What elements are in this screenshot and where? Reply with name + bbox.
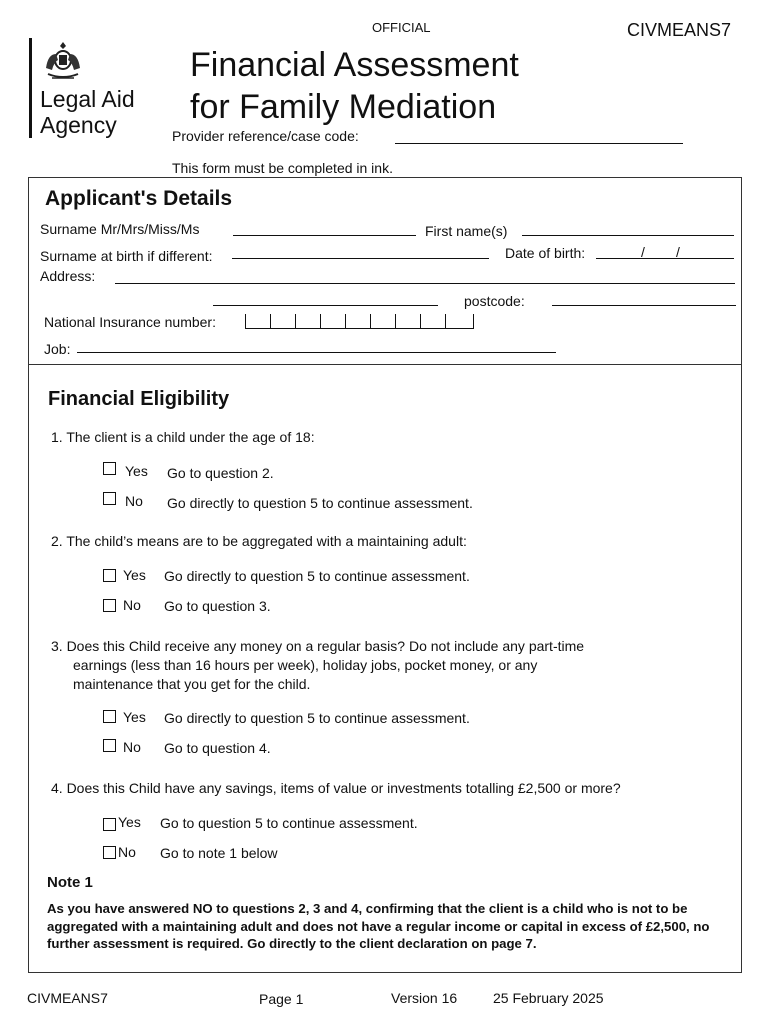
q4-no-instruction: Go to note 1 below [160,845,278,861]
q4-yes-instruction: Go to question 5 to continue assessment. [160,815,418,831]
q4-yes-label: Yes [118,814,141,830]
question-1: 1. The client is a child under the age of 18: [51,429,315,445]
question-2: 2. The child’s means are to be aggregated with a maintaining adult: [51,533,467,549]
first-name-field[interactable] [522,235,734,236]
q4-yes-checkbox[interactable] [103,818,116,831]
address-field-line-1[interactable] [115,283,735,284]
q4-no-label: No [118,844,136,860]
dob-field[interactable] [596,258,734,259]
ni-cell[interactable] [296,314,321,328]
q2-yes-checkbox[interactable] [103,569,116,582]
job-label: Job: [44,341,71,357]
footer-date: 25 February 2025 [493,990,604,1006]
q1-yes-checkbox[interactable] [103,462,116,475]
first-name-label: First name(s) [425,223,508,239]
q3-no-instruction: Go to question 4. [164,740,271,756]
ni-cell[interactable] [396,314,421,328]
note-body: As you have answered NO to questions 2, 3 and 4, confirming that the client is a child who is not to be aggregated with a maintaining adult and does not have a regular income or capital in excess of £2,500, no further assessment is required. Go directly to the client declaration on page 7. [47,901,710,951]
royal-crest-icon [40,38,86,82]
postcode-field[interactable] [552,305,736,306]
title-line-1: Financial Assessment [190,46,519,84]
ni-number-field[interactable] [245,314,474,329]
q2-yes-label: Yes [123,567,146,583]
classification-label: OFFICIAL [372,20,431,35]
q1-yes-instruction: Go to question 2. [167,465,274,481]
provider-ref-field[interactable] [395,143,683,144]
dob-separator-2: / [676,244,680,260]
question-3-line-3: maintenance that you get for the child. [73,676,311,692]
form-title [190,44,519,128]
q2-yes-instruction: Go directly to question 5 to continue assessment. [164,568,470,584]
applicant-heading: Applicant's Details [45,187,233,210]
address-field-line-2[interactable] [213,305,438,306]
q3-no-label: No [123,739,141,755]
logo-line-1: Legal Aid [40,86,135,112]
ni-label: National Insurance number: [44,314,216,330]
q1-no-instruction: Go directly to question 5 to continue assessment. [167,495,473,511]
postcode-label: postcode: [464,293,525,309]
surname-birth-label: Surname at birth if different: [40,248,213,264]
surname-label: Surname Mr/Mrs/Miss/Ms [40,221,200,237]
q2-no-checkbox[interactable] [103,599,116,612]
footer-form-code: CIVMEANS7 [27,990,108,1006]
dob-label: Date of birth: [505,245,586,261]
ni-cell[interactable] [421,314,446,328]
q3-yes-instruction: Go directly to question 5 to continue assessment. [164,710,470,726]
ink-notice: This form must be completed in ink. [172,160,393,176]
q1-no-label: No [125,493,143,509]
ni-cell[interactable] [346,314,371,328]
form-code: CIVMEANS7 [627,20,732,40]
logo-divider [29,38,32,138]
logo-line-2: Agency [40,112,117,138]
ni-cell[interactable] [371,314,396,328]
q2-no-label: No [123,597,141,613]
q3-no-checkbox[interactable] [103,739,116,752]
q4-no-checkbox[interactable] [103,846,116,859]
question-3-line-2: earnings (less than 16 hours per week), holiday jobs, pocket money, or any [73,657,538,673]
ni-cell[interactable] [271,314,296,328]
ni-cell[interactable] [446,314,474,328]
footer-version: Version 16 [391,990,458,1006]
q1-yes-label: Yes [125,463,148,479]
question-4: 4. Does this Child have any savings, items of value or investments totalling £2,500 or more? [51,780,621,796]
q1-no-checkbox[interactable] [103,492,116,505]
note-heading: Note 1 [47,874,93,891]
surname-birth-field[interactable] [232,258,489,259]
agency-logo-text [40,86,135,138]
ni-cell[interactable] [246,314,271,328]
ni-cell[interactable] [321,314,346,328]
provider-ref-label: Provider reference/case code: [172,128,359,144]
footer-page: Page 1 [259,991,304,1007]
financial-heading: Financial Eligibility [48,388,230,410]
q3-yes-checkbox[interactable] [103,710,116,723]
q2-no-instruction: Go to question 3. [164,598,271,614]
address-label: Address: [40,268,96,284]
dob-separator-1: / [641,244,645,260]
title-line-2: for Family Mediation [190,88,497,126]
question-3-line-1: 3. Does this Child receive any money on a regular basis? Do not include any part-time [51,638,585,654]
q3-yes-label: Yes [123,709,146,725]
surname-field[interactable] [233,235,416,236]
job-field[interactable] [77,352,556,353]
